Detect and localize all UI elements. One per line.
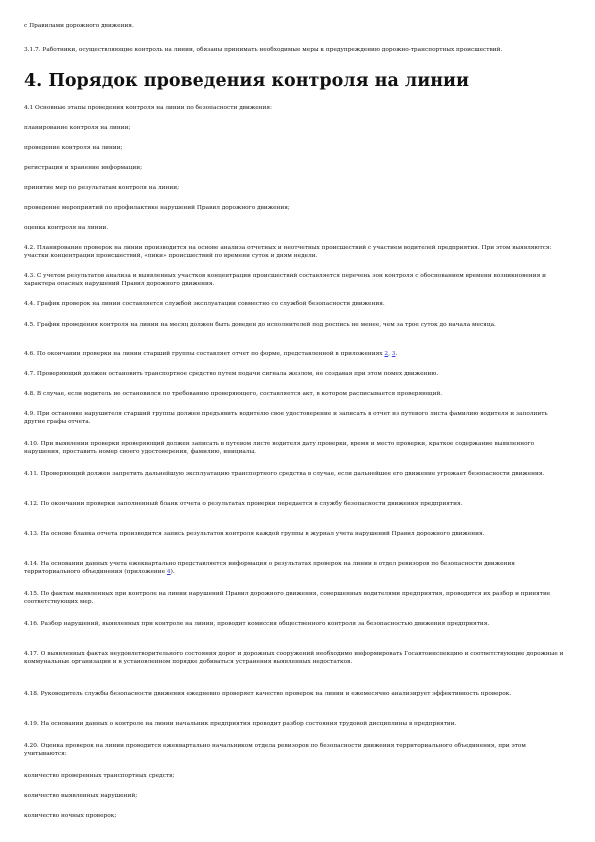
paragraph-4-18: 4.18. Руководитель службы безопасности движения ежедневно проверяет качество проверок на линии и ежемесячно анализирует эффективность проверок. (24, 691, 512, 697)
paragraph-4-6-separator: , (388, 351, 392, 357)
paragraph-4-7: 4.7. Проверяющий должен остановить транспортное средство путем подачи сигнала жезлом, не создавая при этом помех движению. (24, 371, 439, 377)
paragraph-4-20: 4.20. Оценка проверок на линии проводится ежеквартально начальником отдела ревизоров по безопасности движения территориального объединения, при этом учитываются: (24, 743, 526, 758)
appendix-4-link[interactable]: 4 (166, 569, 171, 576)
paragraph-4-3: 4.3. С учетом результатов анализа и выявленных участков концентрации происшествий составляется перечень зон контроля с обоснованием времени возникновения и характера опасных нарушений Правил дорожного движения. (24, 273, 546, 288)
paragraph-4-14-end: ). (170, 569, 175, 576)
paragraph-4-4: 4.4. График проверок на линии составляется службой эксплуатации совместно со службой безопасности движения. (24, 301, 385, 307)
paragraph-4-6-end: . (395, 351, 398, 357)
stage-item: оценка контроля на линии. (24, 225, 109, 231)
paragraph-4-2: 4.2. Планирование проверок на линии производится на основе анализа отчетных и неотчетных происшествий с участием водителей предприятия. При этом выявляются: участки концентрации происшествий, «пики» происшествий по времени суток и дням недели. (24, 245, 552, 260)
stage-item: планирование контроля на линии; (24, 125, 131, 131)
paragraph-4-14 (24, 560, 569, 576)
paragraph-4-6 (24, 350, 569, 358)
paragraph-4-9: 4.9. При остановке нарушителя старший группы должен предъявить водителю свое удостоверение и записать в отчет из путевого листа фамилию водителя и заполнить другие графы отчета. (24, 411, 548, 426)
paragraph-3-1-7: 3.1.7. Работники, осуществляющие контроль на линии, обязаны принимать необходимые меры к предупреждению дорожно-транспортных происшествий. (24, 47, 503, 53)
lead-paragraph: с Правилами дорожного движения. (24, 23, 134, 29)
stage-item: регистрация и хранение информации; (24, 165, 143, 171)
paragraph-4-16: 4.16. Разбор нарушений, выявленных при контроле на линии, проводит комиссия общественного контроля за безопасностью движения предприятия. (24, 621, 490, 627)
section-title: 4. Порядок проведения контроля на линии (24, 71, 469, 91)
paragraph-4-15: 4.15. По фактам выявленных при контроле на линии нарушений Правил дорожного движения, совершенных водителями предприятия, проводится их разбор и принятие соответствующих мер. (24, 591, 551, 606)
paragraph-4-11: 4.11. Проверяющий должен запретить дальнейшую эксплуатацию транспортного средства в случае, если дальнейшее его движение угрожает безопасности движения. (24, 471, 545, 477)
stage-item: проведение контроля на линии; (24, 145, 123, 151)
paragraph-4-6-text: 4.6. По окончании проверки на линии старший группы составляет отчет по форме, представленной в приложениях (24, 351, 385, 357)
paragraph-4-19: 4.19. На основании данных о контроле на линии начальник предприятия проводит разбор состояния трудовой дисциплины в предприятии. (24, 721, 457, 727)
paragraph-4-1: 4.1 Основные этапы проведения контроля на линии по безопасности движения: (24, 105, 272, 111)
paragraph-4-14-text: 4.14. На основании данных учета ежеквартально представляется информация о результатах проверок на линии в отдел ревизоров по безопасности движения территориального объединения (приложение (24, 561, 515, 576)
paragraph-4-8: 4.8. В случае, если водитель не остановился по требованию проверяющего, составляется акт, в котором расписывается проверяющий. (24, 391, 443, 397)
paragraph-4-13: 4.13. На основе бланка отчета производится запись результатов контроля каждой группы в журнал учета нарушений Правил дорожного движения. (24, 531, 485, 537)
paragraph-4-5: 4.5. График проведения контроля на линии на месяц должен быть доведен до исполнителей под роспись не менее, чем за трое суток до начала месяца. (24, 322, 496, 328)
criteria-item: количество проверенных транспортных средств; (24, 773, 175, 779)
stage-item: проведение мероприятий по профилактике нарушений Правил дорожного движения; (24, 205, 290, 211)
criteria-item: количество выявленных нарушений; (24, 793, 138, 799)
stage-item: принятие мер по результатам контроля на линии; (24, 185, 180, 191)
criteria-item: количество ночных проверок; (24, 813, 117, 819)
paragraph-4-17: 4.17. О выявленных фактах неудовлетворительного состояния дорог и дорожных сооружений необходимо информировать Госавтоинспекцию и соответствующие дорожные и коммунальные организации и в установленном порядке добиваться устранения выявленных недостатков. (24, 651, 564, 666)
appendix-3-link[interactable]: 3 (391, 351, 396, 357)
appendix-2-link[interactable]: 2 (384, 351, 389, 357)
paragraph-4-12: 4.12. По окончании проверки заполненный бланк отчета о результатах проверки передается в службу безопасности движения предприятия. (24, 501, 463, 507)
paragraph-4-10: 4.10. При выявлении проверки проверяющий должен записать в путевом листе водителя дату проверки, время и место проверки, краткое содержание выявленного нарушения, проставить номер своего удостоверения, фамилию, инициалы. (24, 441, 535, 456)
